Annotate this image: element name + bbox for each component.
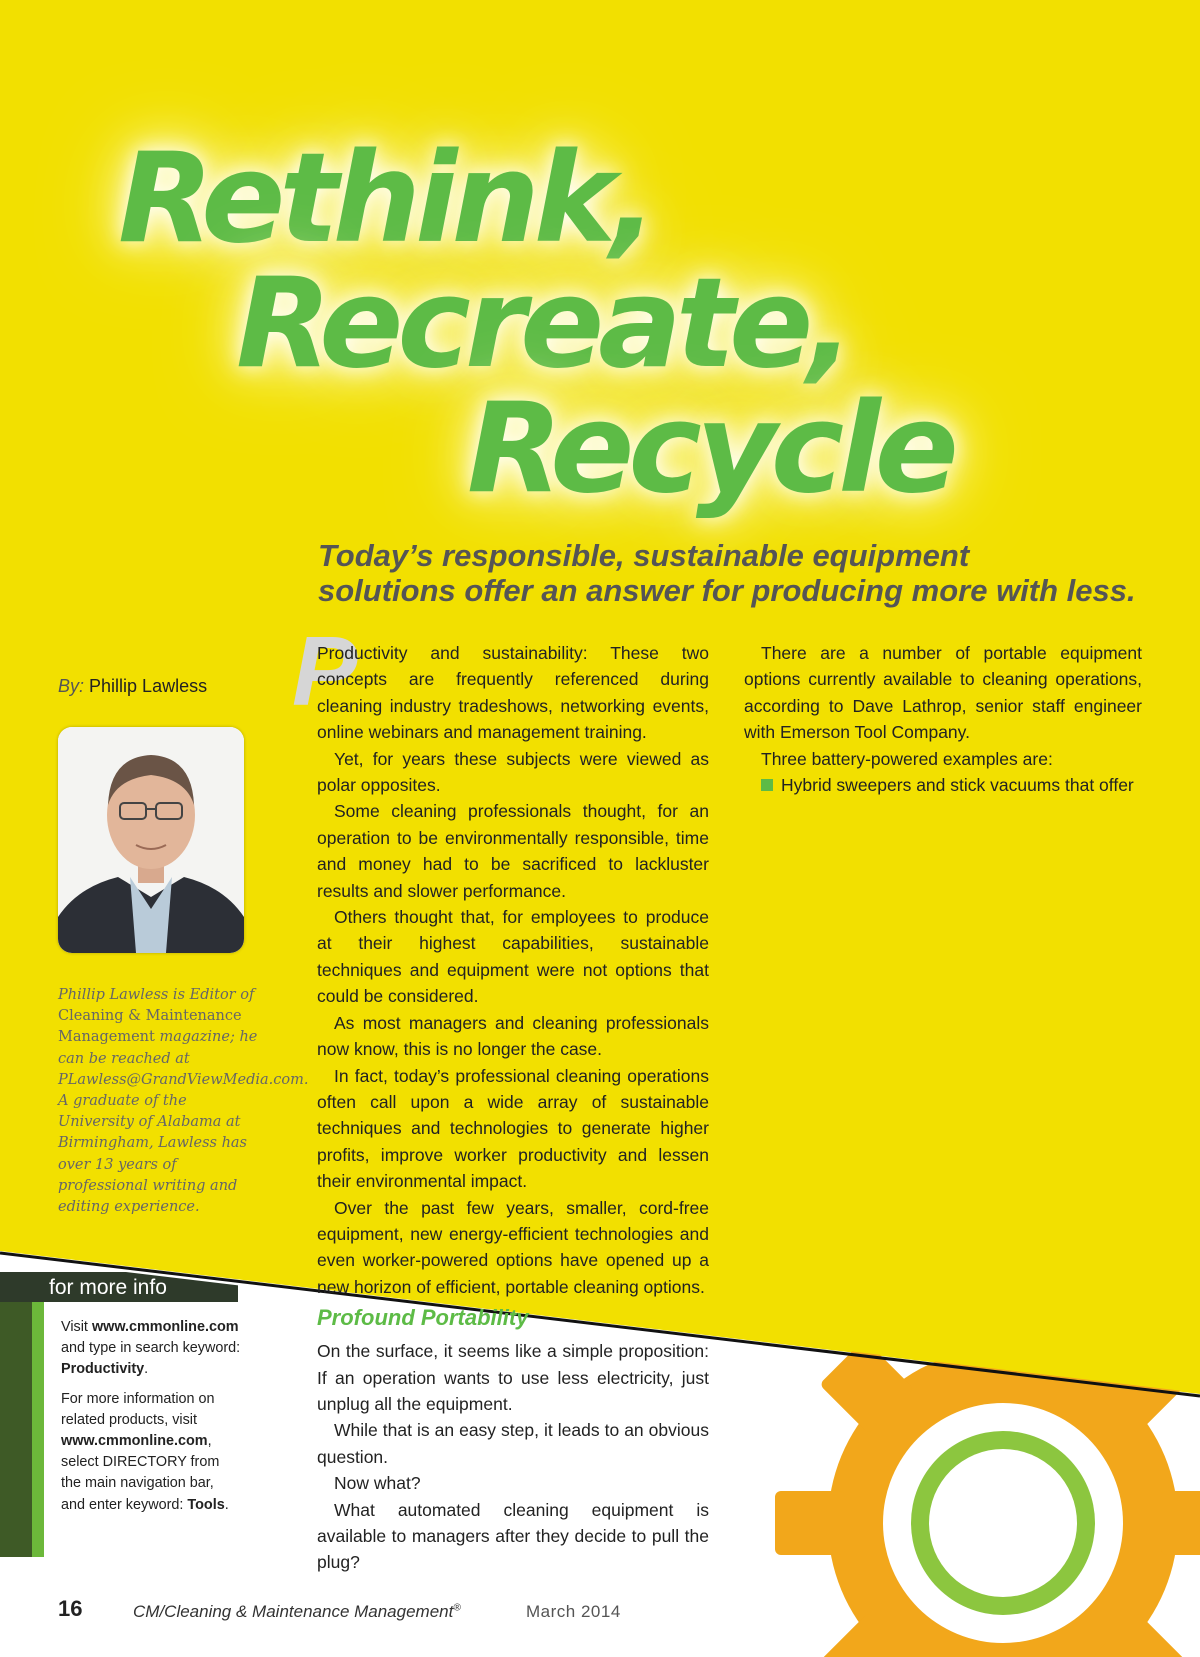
body-paragraph: While that is an easy step, it leads to an obvious question. [317, 1420, 709, 1467]
byline [58, 676, 207, 697]
body-paragraph: As most managers and cleaning professionals now know, this is no longer the case. [317, 1012, 709, 1060]
info-url-link[interactable]: www.cmmonline.com [61, 1433, 208, 1450]
body-paragraph: Now what? [334, 1473, 421, 1494]
info-text: and type in search keyword: [61, 1340, 241, 1357]
info-text: . [224, 1496, 229, 1513]
info-green-bar-light [32, 1302, 44, 1557]
author-name: Phillip Lawless [89, 676, 208, 696]
subtitle-line-1: Today’s responsible, sustainable equipment [318, 538, 970, 573]
info-text: For more information on related products, visit [61, 1390, 215, 1428]
body-paragraph: Yet, for years these subjects were viewed as polar opposites. [317, 748, 709, 796]
bullet-square-icon [761, 779, 773, 791]
info-url-link[interactable]: www.cmmonline.com [91, 1319, 239, 1335]
title-line-3: Recycle [467, 377, 953, 521]
trademark-symbol: ® [453, 1602, 461, 1614]
drop-cap: P [292, 616, 358, 726]
body-paragraph: On the surface, it seems like a simple proposition: If an operation wants to use less electricity, just unplug all the equipment. [317, 1341, 709, 1414]
body-paragraph: Some cleaning professionals thought, for an operation to be environmentally responsible, time and money had to be sacrificed to lackluster results and slower performance. [317, 801, 709, 901]
issue-date: March 2014 [526, 1602, 621, 1621]
footer-magazine-name [133, 1602, 461, 1622]
info-box-body [61, 1317, 241, 1524]
title-line-1: Rethink, [118, 127, 652, 271]
article-column-2 [744, 640, 1142, 798]
bio-text-1: Phillip Lawless is Editor of [58, 987, 255, 1003]
info-keyword: Tools [187, 1496, 225, 1513]
title-line-2: Recreate, [236, 252, 849, 396]
body-paragraph: Over the past few years, smaller, cord-free equipment, new energy-efficient technologies and even worker-powered options have opened up a new horizon of efficient, portable cleaning options. [317, 1197, 709, 1297]
body-paragraph: In fact, today’s professional cleaning operations often call upon a wide array of sustainable techniques and technologies to generate higher profits, improve worker productivity and lessen their environmental impact. [317, 1065, 709, 1192]
article-column-1 [317, 640, 709, 1576]
info-box-title: for more info [49, 1276, 167, 1299]
info-keyword: Productivity [61, 1361, 145, 1378]
body-paragraph: What automated cleaning equipment is available to managers after they decide to pull the plug? [317, 1499, 709, 1573]
page-number: 16 [58, 1596, 83, 1621]
bullet-item [744, 772, 1142, 798]
author-photo [58, 727, 244, 953]
article-subtitle [318, 538, 1158, 608]
author-bio [58, 985, 309, 1218]
section-subhead: Profound Portability [317, 1305, 529, 1331]
bullet-text: Hybrid sweepers and stick vacuums that offer [781, 775, 1134, 796]
subtitle-line-2: solutions offer an answer for producing more with less. [318, 573, 1136, 608]
info-text: , select DIRECTORY from the main navigation bar, and enter keyword: [61, 1433, 220, 1513]
info-text: . [144, 1361, 149, 1378]
info-paragraph-1 [61, 1317, 241, 1381]
info-paragraph-2 [61, 1389, 241, 1516]
byline-prefix: By: [58, 676, 85, 696]
body-paragraph: Three battery-powered examples are: [761, 748, 1053, 769]
body-paragraph: Others thought that, for employees to produce at their highest capabilities, sustainable techniques and equipment were not options that could be considered. [317, 907, 709, 1007]
info-green-bar-dark [0, 1302, 32, 1557]
body-paragraph: There are a number of portable equipment options currently available to cleaning operations, according to Dave Lathrop, senior staff engineer with Emerson Tool Company. [744, 643, 1142, 743]
footer-magazine-text: CM/Cleaning & Maintenance Management [133, 1602, 454, 1621]
bio-magazine-name: Cleaning & Maintenance Management [58, 1008, 242, 1046]
info-text: Visit [61, 1319, 92, 1335]
bio-text-2: magazine; he can be reached at PLawless@GrandViewMedia.com. A graduate of the University of Alabama at Birmingham, Lawless has over 13 years of professional writing and editing experience. [58, 1029, 309, 1216]
body-paragraph: Productivity and sustainability: These two concepts are frequently referenced during cleaning industry tradeshows, networking events, online webinars and management training. [317, 643, 709, 743]
